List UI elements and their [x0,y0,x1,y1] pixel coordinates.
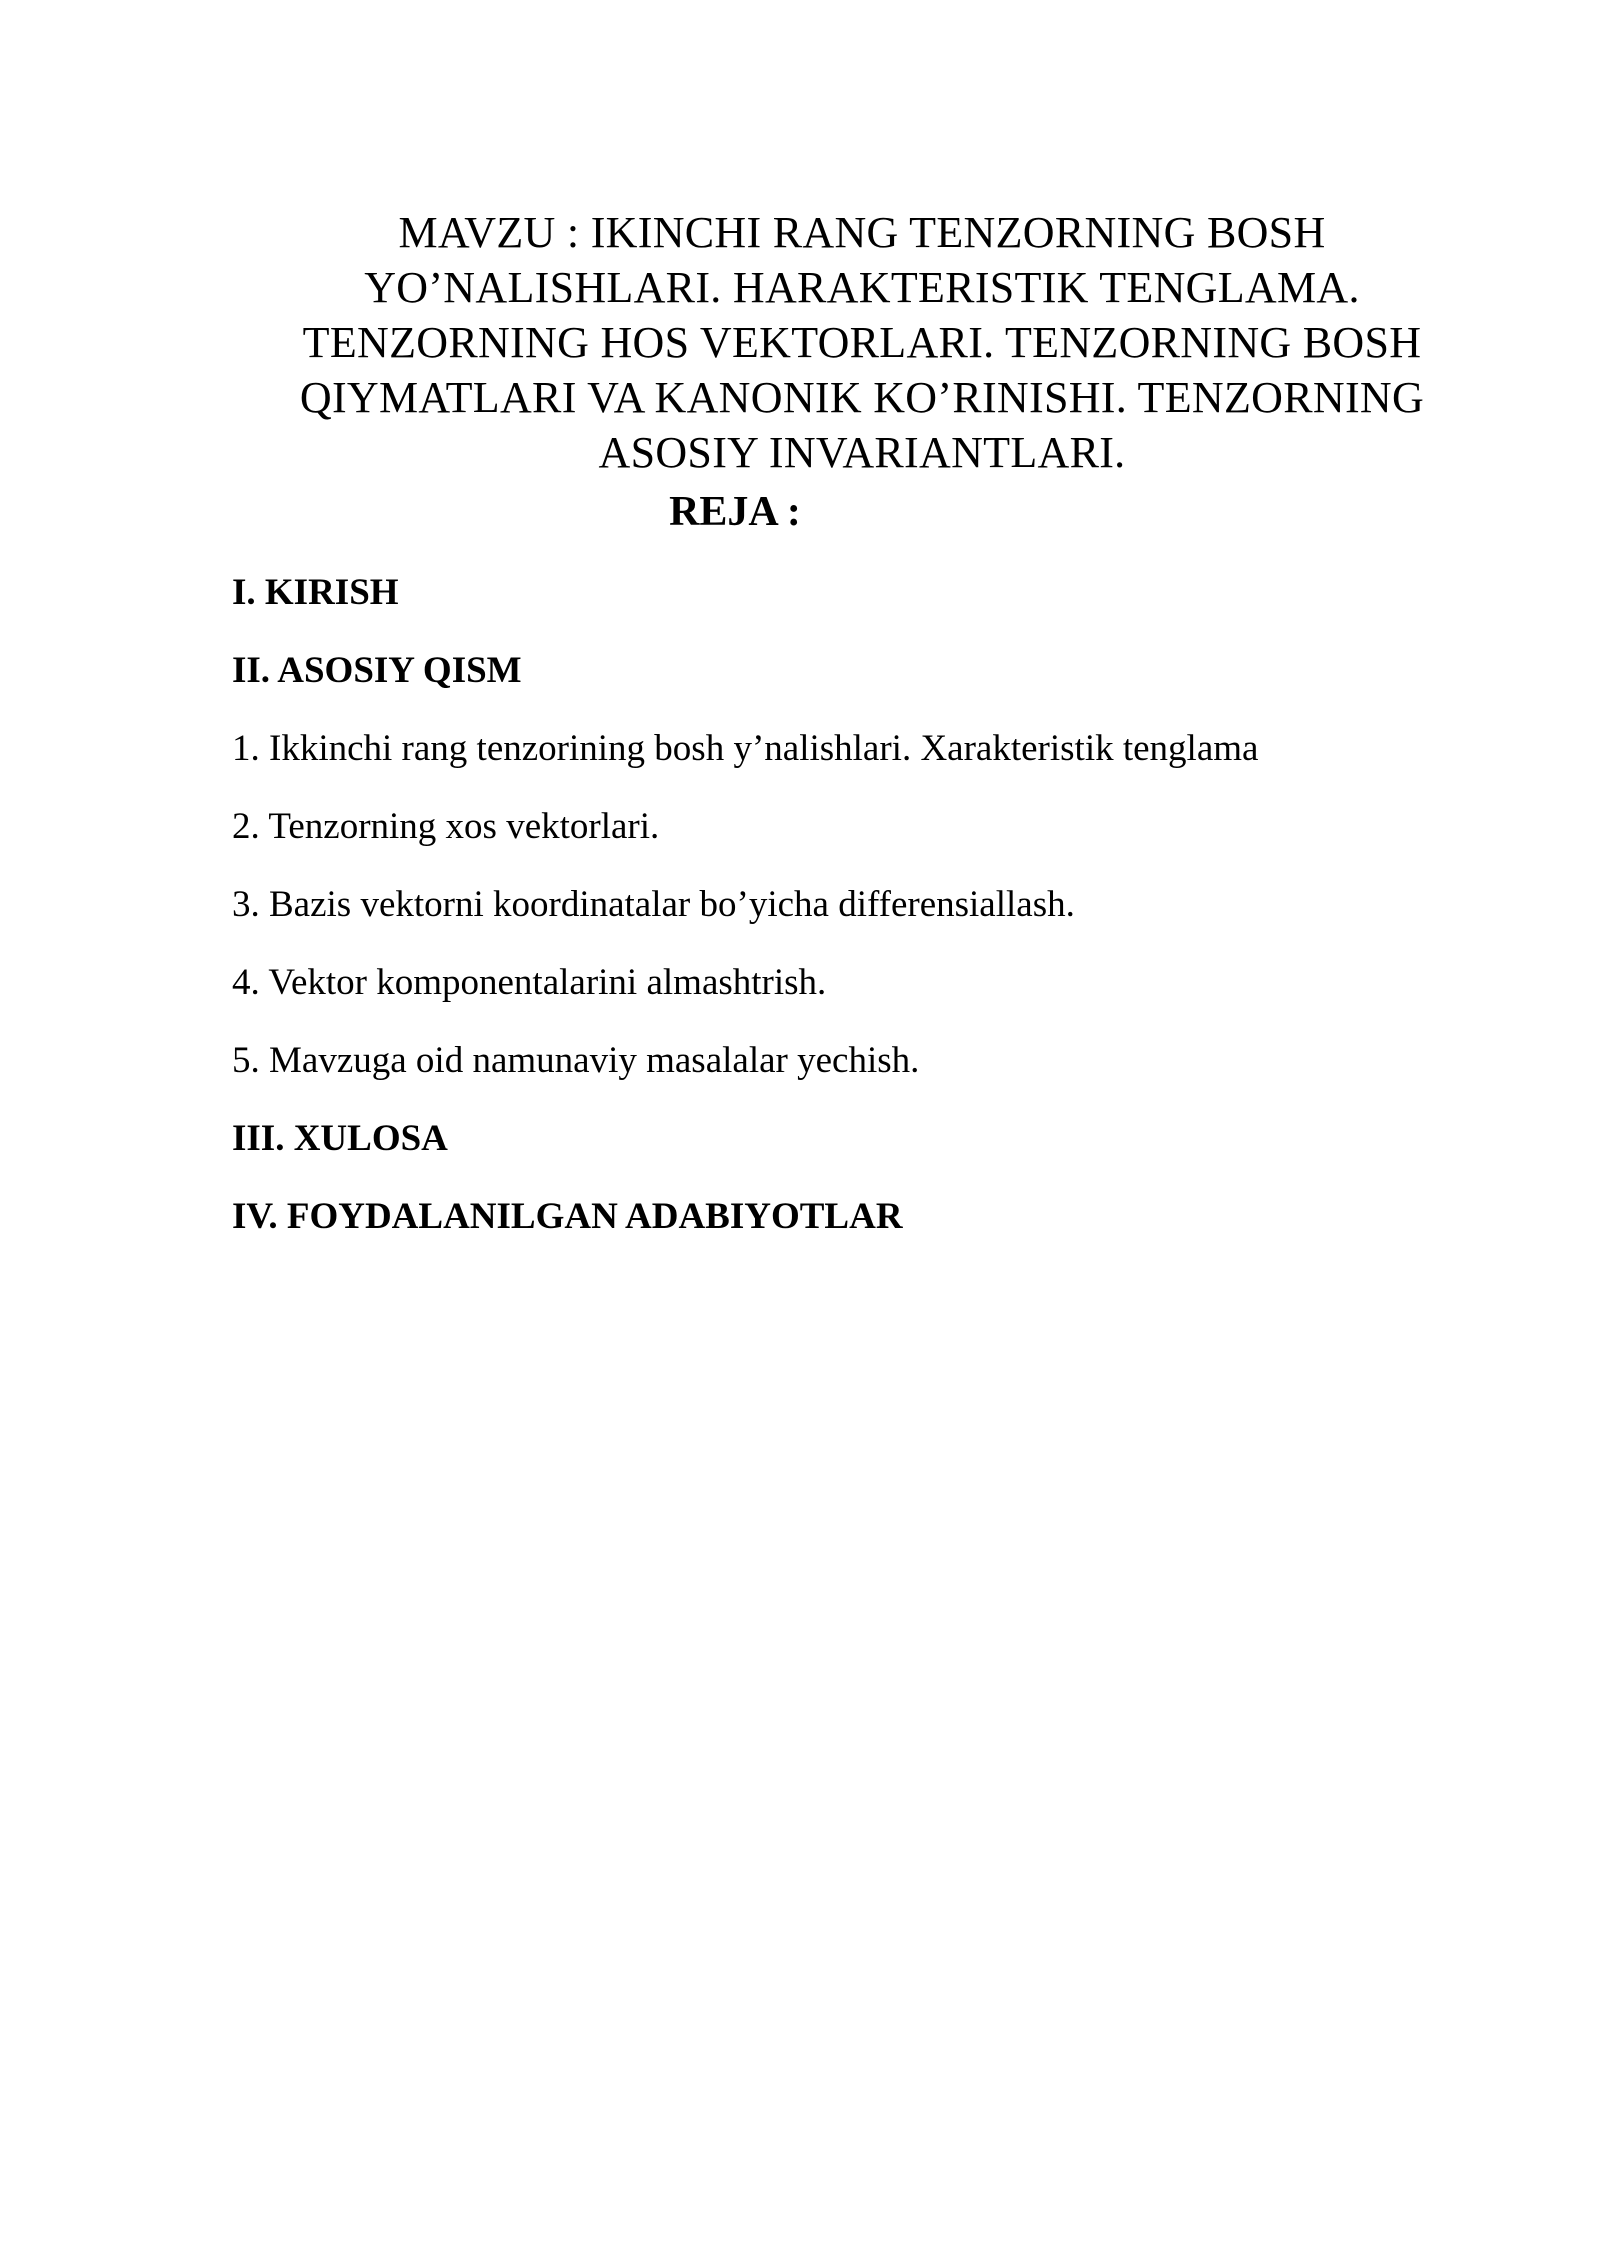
document-title-line: TENZORNING HOS VEKTORLARI. TENZORNING BOSH [302,318,1422,367]
document-title-line: YO’NALISHLARI. HARAKTERISTIK TENGLAMA. [364,263,1360,312]
outline-item-5: 5. Mavzuga oid namunaviy masalalar yechish. [232,1040,920,1081]
document-title [0,205,1600,480]
section-heading-adabiyotlar: IV. FOYDALANILGAN ADABIYOTLAR [232,1196,903,1237]
outline-item-4: 4. Vektor komponentalarini almashtrish. [232,962,827,1003]
section-heading-asosiy-qism: II. ASOSIY QISM [232,650,522,691]
section-heading-kirish: I. KIRISH [232,572,399,613]
outline-item-3: 3. Bazis vektorni koordinatalar bo’yicha differensiallash. [232,884,1075,925]
document-title-line: QIYMATLARI VA KANONIK KO’RINISHI. TENZORNING [299,373,1425,422]
outline-item-1: 1. Ikkinchi rang tenzorining bosh y’nalishlari. Xarakteristik tenglama [232,728,1259,769]
document-title-line: ASOSIY INVARIANTLARI. [598,428,1126,477]
plan-heading: REJA : [669,489,801,535]
section-heading-xulosa: III. XULOSA [232,1118,448,1159]
plan-outline [0,571,1600,1238]
outline-item-2: 2. Tenzorning xos vektorlari. [232,806,660,847]
document-title-line: MAVZU : IKINCHI RANG TENZORNING BOSH [398,208,1326,257]
